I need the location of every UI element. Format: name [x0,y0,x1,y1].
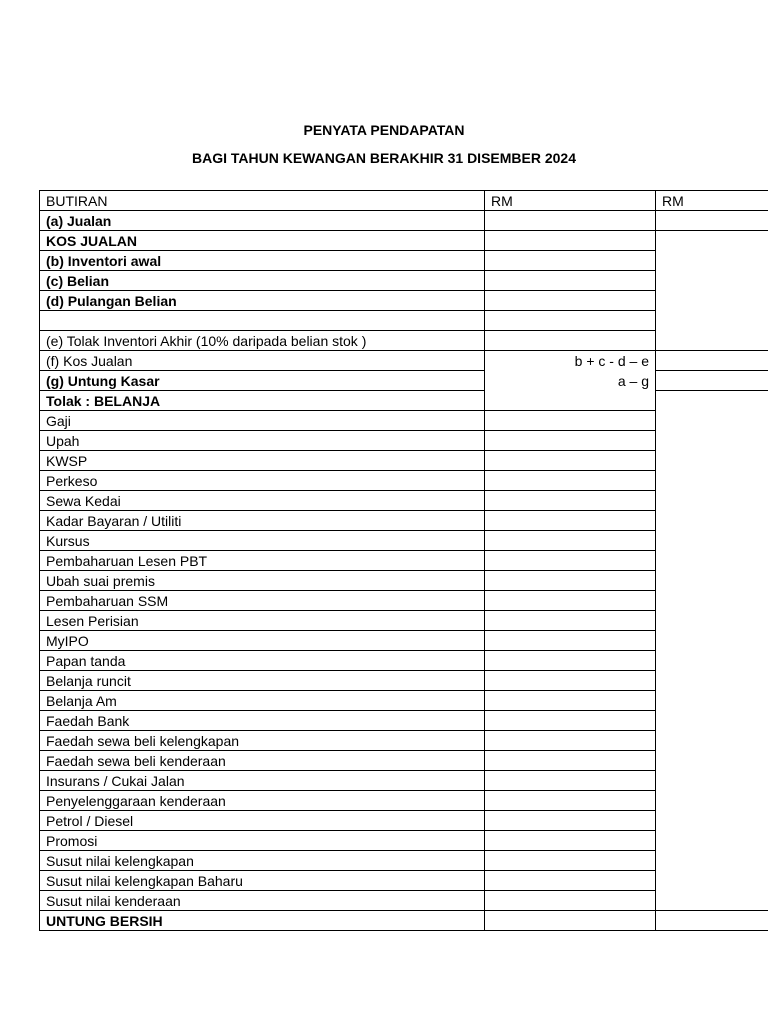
expense-label: Faedah sewa beli kelengkapan [40,731,485,751]
table-row [40,411,768,431]
header-rm-2: RM [656,191,768,211]
document-title: PENYATA PENDAPATAN [303,122,465,138]
row-tolak-belanja: Tolak : BELANJA [40,391,485,411]
expense-label: Ubah suai premis [40,571,485,591]
cell-empty [656,671,768,691]
cell-empty [485,571,656,591]
cell-empty [656,291,768,311]
row-belian: (c) Belian [40,271,485,291]
table-row [40,571,768,591]
cell-empty [656,491,768,511]
cell-empty [485,851,656,871]
row-kos-jualan-heading: KOS JUALAN [40,231,485,251]
cell-empty [656,591,768,611]
table-row [40,291,768,311]
expense-label: KWSP [40,451,485,471]
cell-empty [656,271,768,291]
expense-label: Faedah Bank [40,711,485,731]
cell-empty [656,631,768,651]
untung-kasar-formula: a – g [485,371,656,391]
row-untung-bersih: UNTUNG BERSIH [40,911,485,931]
table-row [40,511,768,531]
table-row [40,751,768,771]
expense-label: Kadar Bayaran / Utiliti [40,511,485,531]
expense-label: Gaji [40,411,485,431]
cell-empty [485,711,656,731]
cell-empty [485,911,656,931]
header-rm-1: RM [485,191,656,211]
cell-empty [485,551,656,571]
cell-empty [485,491,656,511]
expense-label: Upah [40,431,485,451]
cell-empty [656,391,768,411]
table-row [40,331,768,351]
cell-empty [656,711,768,731]
cell-empty [656,811,768,831]
table-row [40,891,768,911]
cell-empty [485,751,656,771]
cell-empty [656,371,768,391]
income-statement-table [39,190,768,931]
cell-empty [656,891,768,911]
cell-empty [485,631,656,651]
cell-empty [656,311,768,331]
cell-empty [656,231,768,251]
cell-empty [485,211,656,231]
cell-empty [656,511,768,531]
cell-empty [485,731,656,751]
cell-empty [656,211,768,231]
expense-label: Susut nilai kelengkapan [40,851,485,871]
table-row-blank [40,311,768,331]
cell-empty [656,451,768,471]
table-row [40,691,768,711]
cell-empty [656,751,768,771]
cell-empty [656,771,768,791]
cell-empty [485,671,656,691]
table-row [40,611,768,631]
table-row [40,671,768,691]
table-row [40,251,768,271]
document-subtitle: BAGI TAHUN KEWANGAN BERAKHIR 31 DISEMBER 2024 [191,150,576,166]
header-butiran: BUTIRAN [40,191,485,211]
table-row [40,731,768,751]
cell-empty [485,691,656,711]
cell-empty [656,251,768,271]
cell-empty [656,851,768,871]
cell-empty [656,911,768,931]
table-row [40,831,768,851]
cell-empty [656,431,768,451]
cell-empty [485,411,656,431]
table-row [40,851,768,871]
row-tolak-inventori: (e) Tolak Inventori Akhir (10% daripada belian stok ) [40,331,485,351]
cell-empty [485,271,656,291]
table-row [40,451,768,471]
cell-empty [485,611,656,631]
expense-label: Promosi [40,831,485,851]
expense-label: Papan tanda [40,651,485,671]
cell-empty [485,791,656,811]
table-row [40,271,768,291]
expense-label: Belanja runcit [40,671,485,691]
table-row [40,651,768,671]
cell-empty [656,551,768,571]
table-row [40,631,768,651]
cell-empty [485,871,656,891]
table-row [40,371,768,391]
cell-empty [485,531,656,551]
cell-empty [485,431,656,451]
cell-empty [656,351,768,371]
table-row [40,871,768,891]
table-row [40,231,768,251]
cell-empty [485,291,656,311]
row-untung-kasar: (g) Untung Kasar [40,371,485,391]
cell-empty [485,311,656,331]
table-row [40,351,768,371]
expense-label: Kursus [40,531,485,551]
cell-empty [656,611,768,631]
row-inventori-awal: (b) Inventori awal [40,251,485,271]
expense-label: Susut nilai kelengkapan Baharu [40,871,485,891]
expense-label: Faedah sewa beli kenderaan [40,751,485,771]
table-row-net-profit [40,911,768,931]
table-row [40,711,768,731]
row-jualan: (a) Jualan [40,211,485,231]
table-row [40,591,768,611]
cell-empty [656,831,768,851]
expense-label: Sewa Kedai [40,491,485,511]
cell-empty [485,831,656,851]
cell-empty [40,311,485,331]
table-row [40,431,768,451]
expense-label: Susut nilai kenderaan [40,891,485,911]
table-row [40,531,768,551]
cell-empty [656,691,768,711]
cell-empty [485,891,656,911]
cell-empty [656,531,768,551]
cell-empty [656,571,768,591]
cell-empty [485,471,656,491]
expense-label: Insurans / Cukai Jalan [40,771,485,791]
table-row [40,771,768,791]
kos-jualan-formula: b + c - d – e [485,351,656,371]
expense-label: Petrol / Diesel [40,811,485,831]
expense-label: Perkeso [40,471,485,491]
row-pulangan-belian: (d) Pulangan Belian [40,291,485,311]
table-row [40,211,768,231]
cell-empty [485,451,656,471]
cell-empty [656,731,768,751]
cell-empty [656,791,768,811]
cell-empty [485,231,656,251]
cell-empty [485,331,656,351]
cell-empty [656,871,768,891]
cell-empty [485,511,656,531]
cell-empty [485,591,656,611]
cell-empty [485,391,656,411]
expense-label: MyIPO [40,631,485,651]
table-row [40,391,768,411]
table-row [40,471,768,491]
expense-label: Belanja Am [40,691,485,711]
expense-label: Penyelenggaraan kenderaan [40,791,485,811]
table-row [40,791,768,811]
cell-empty [656,651,768,671]
table-header-row [40,191,768,211]
cell-empty [656,331,768,351]
cell-empty [485,251,656,271]
expense-label: Pembaharuan Lesen PBT [40,551,485,571]
row-kos-jualan: (f) Kos Jualan [40,351,485,371]
table-row [40,551,768,571]
expense-label: Lesen Perisian [40,611,485,631]
table-row [40,491,768,511]
cell-empty [656,471,768,491]
cell-empty [485,811,656,831]
cell-empty [485,651,656,671]
table-row [40,811,768,831]
cell-empty [656,411,768,431]
cell-empty [485,771,656,791]
expense-label: Pembaharuan SSM [40,591,485,611]
